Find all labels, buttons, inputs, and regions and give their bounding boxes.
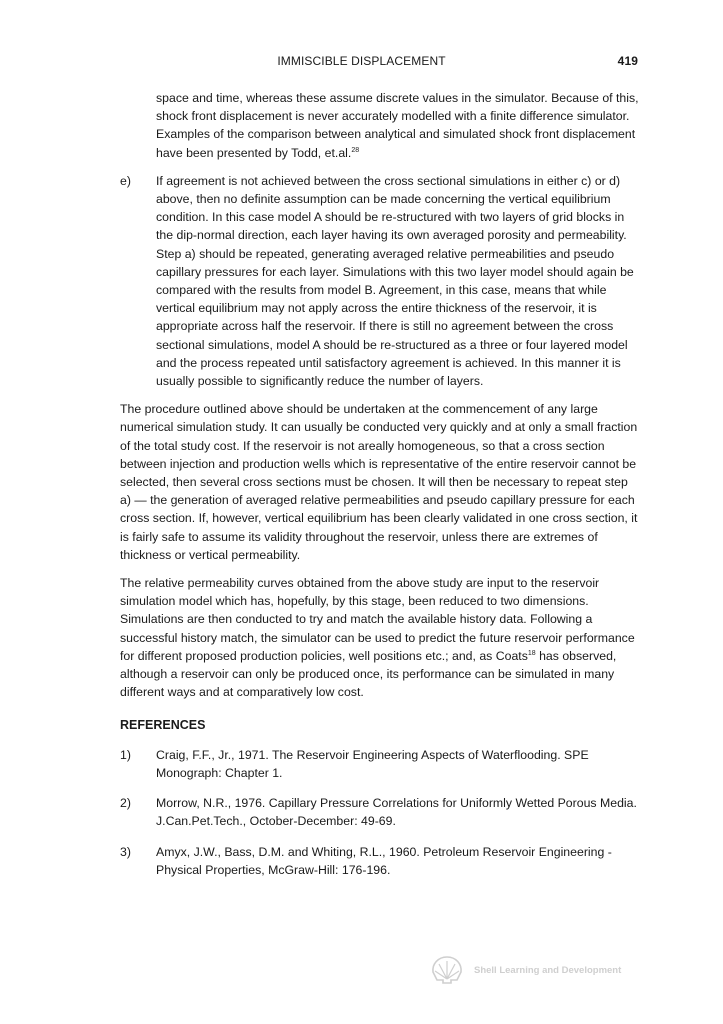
citation-28: 28 (351, 146, 360, 154)
footer-text: Shell Learning and Development (474, 964, 622, 976)
page-number: 419 (617, 54, 638, 68)
paragraph-2-before: The relative permeability curves obtained from the above study are input to the reservoir simulation model which has, hopefully, by this stage, been reduced to two dimensions. Simulations are then conducted to try and match the available history data. Following a successful history match, the simulator can be used to predict the future reservoir performance for different proposed production policies, well positions etc.; and, as Coats (120, 576, 635, 663)
paragraph-procedure: The procedure outlined above should be undertaken at the commencement of any large numerical simulation study. It can usually be conducted very quickly and at only a small fraction of the total study cost. If the reservoir is not areally homogeneous, so that a cross section between injection and production wells which is representative of the entire reservoir cannot be selected, then several cross sections must be chosen. It will then be necessary to repeat step a) — the generation of averaged relative permeabilities and pseudo capillary pressure for each cross section. If, however, vertical equilibrium has been clearly validated in one cross section, it is fairly safe to assume its validity throughout the reservoir, unless there are extremes of thickness or vertical permeability. (120, 402, 638, 562)
references-heading: REFERENCES (120, 717, 206, 732)
paragraph-relative-permeability (120, 574, 640, 701)
page-footer (430, 954, 650, 986)
reference-label: 1) (120, 747, 131, 762)
step-e-label: e) (120, 173, 131, 188)
step-e (120, 172, 640, 390)
reference-text: Morrow, N.R., 1976. Capillary Pressure Correlations for Uniformly Wetted Porous Media. J.Can.Pet.Tech., October-December: 49-69. (156, 796, 637, 829)
page-header (0, 54, 723, 70)
reference-label: 3) (120, 844, 131, 859)
running-title: IMMISCIBLE DISPLACEMENT (277, 54, 446, 68)
reference-text: Craig, F.F., Jr., 1971. The Reservoir Engineering Aspects of Waterflooding. SPE Monograph: Chapter 1. (156, 747, 589, 780)
reference-text: Amyx, J.W., Bass, D.M. and Whiting, R.L., 1960. Petroleum Reservoir Engineering - Physical Properties, McGraw-Hill: 176-196. (156, 844, 612, 877)
continuation-text: space and time, whereas these assume discrete values in the simulator. Because of this, shock front displacement is never accurately modelled with a finite difference simulator. Examples of the comparison between analytical and simulated shock front displacement have been presented by Todd, et.al. (156, 91, 639, 160)
continuation-paragraph (120, 89, 640, 162)
reference-item (120, 746, 640, 782)
step-e-text: If agreement is not achieved between the cross sectional simulations in either c) or d) above, then no definite assumption can be made concerning the vertical equilibrium condition. In this case model A should be re-structured with two layers of grid blocks in the dip-normal direction, each layer having its own averaged porosity and permeability. Step a) should be repeated, generating averaged relative permeabilities and pseudo capillary pressures for each layer. Simulations with this two layer model should again be compared with the results from model B. Agreement, in this case, means that while vertical equilibrium may not apply across the entire thickness of the reservoir, it is appropriate across half the reservoir. If there is still no agreement between the cross sectional simulations, model A should be re-structured as a three or four layered model and the process repeated until satisfactory agreement is achieved. In this manner it is usually possible to significantly reduce the number of layers. (156, 173, 634, 389)
page-body (120, 89, 640, 879)
reference-item (120, 794, 640, 830)
paragraph-2-after: has observed, although a reservoir can only be produced once, its performance can be simulated in many different ways and at comparatively low cost. (120, 648, 617, 700)
citation-18: 18 (527, 649, 536, 657)
reference-item (120, 843, 640, 879)
reference-label: 2) (120, 796, 131, 811)
shell-logo-icon (430, 955, 464, 985)
